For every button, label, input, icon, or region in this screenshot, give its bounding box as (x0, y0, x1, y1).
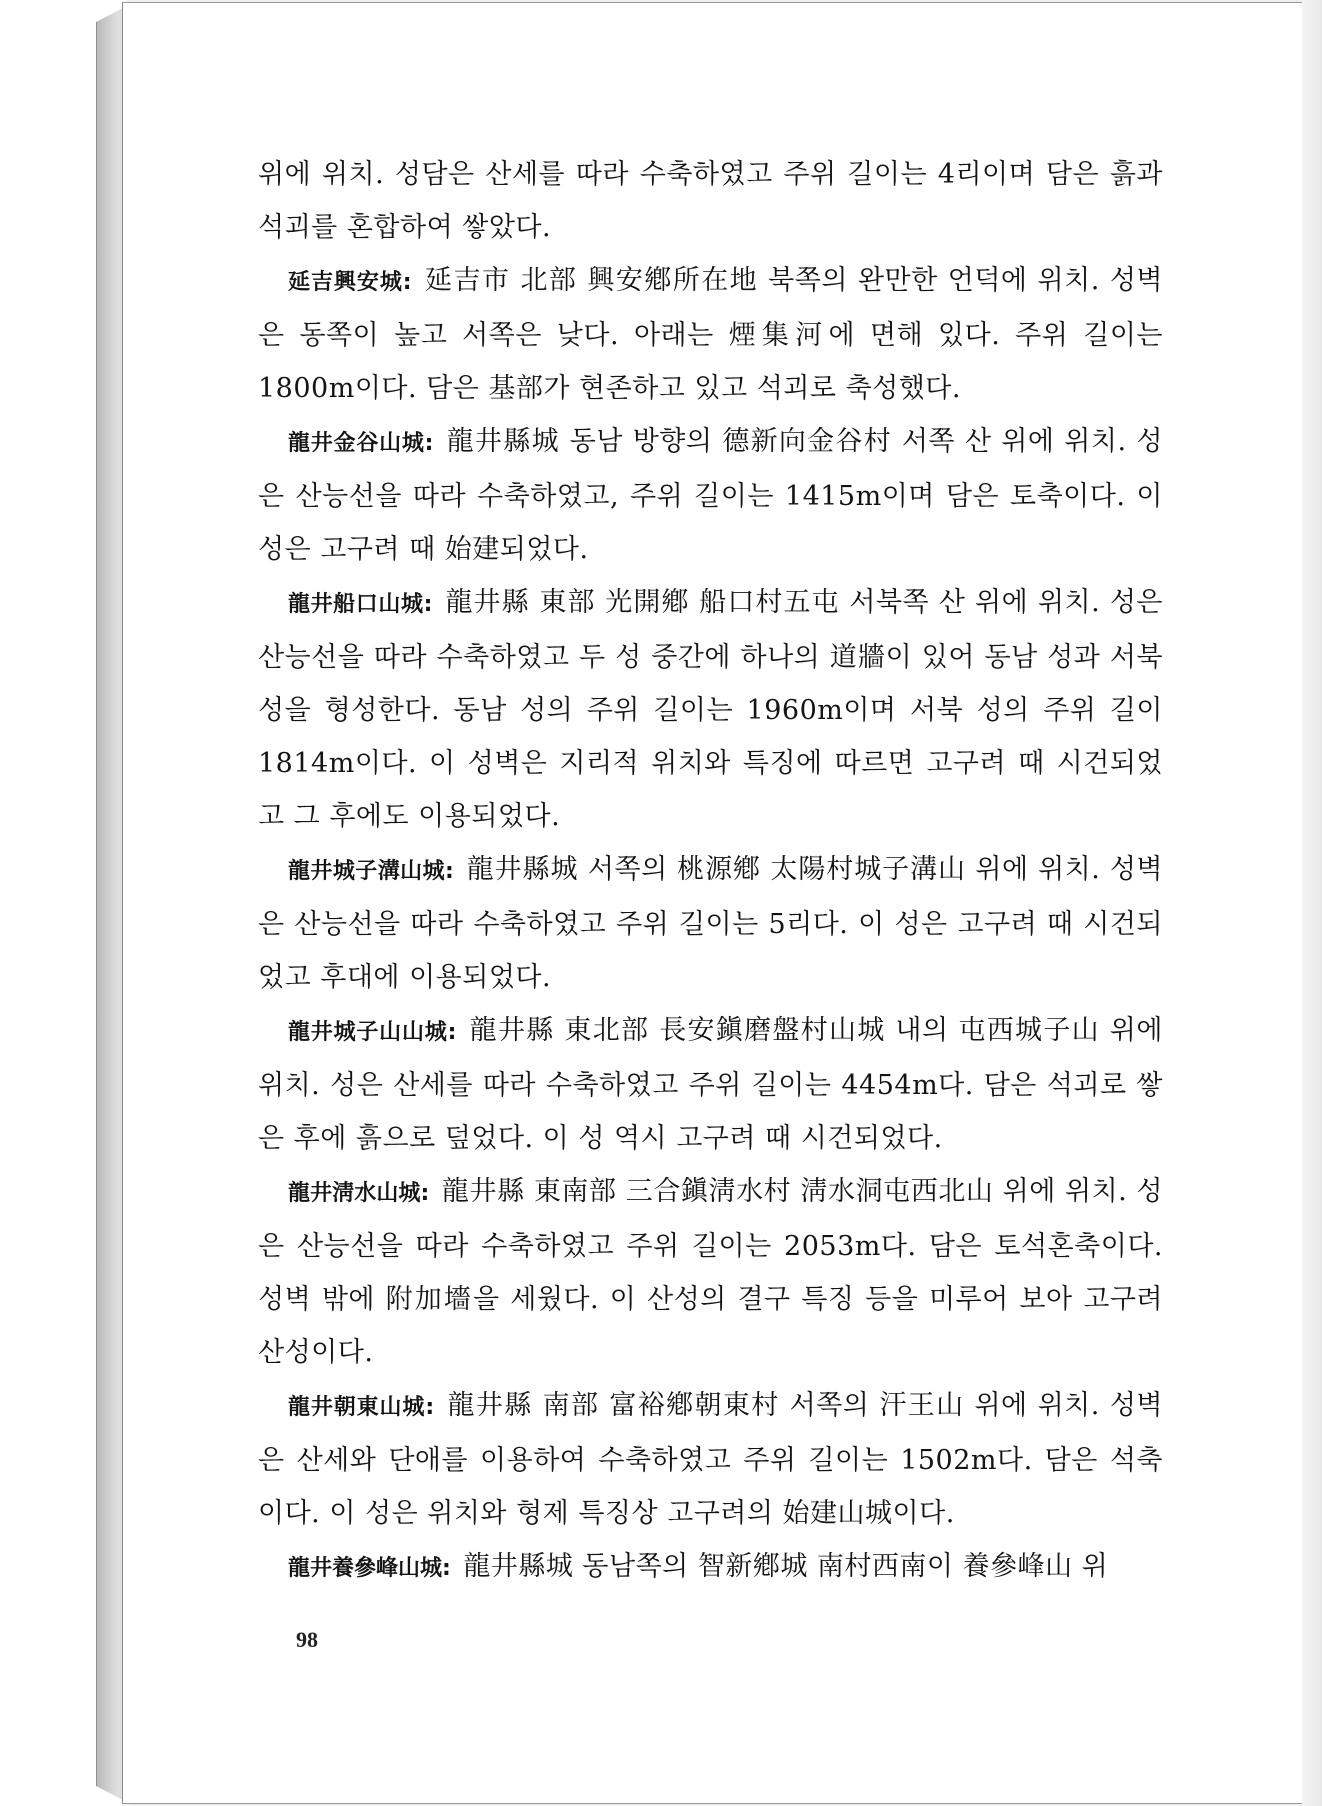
entry-term: 龍井淸水山城 (288, 1181, 421, 1206)
entry-colon: : (442, 1556, 452, 1581)
entry-text: 龍井縣 東南部 三合鎭淸水村 淸水洞屯西北山 위에 위치. 성은 산능선을 따라 수축하였고 주위 길이는 2053m다. 담은 토석혼축이다. 성벽 밖에 附加墻을 세웠다. 이 산성의 결구 특징 등을 미루어 보아 고구려 산성이다. (258, 1176, 1163, 1368)
entry-colon: : (444, 859, 455, 884)
entry-text: 龍井縣城 동남 방향의 德新向金谷村 서쪽 산 위에 위치. 성은 산능선을 따라 수축하였고, 주위 길이는 1415m이며 담은 토축이다. 이 성은 고구려 때 始建되었다. (258, 426, 1163, 565)
entry-term: 龍井城子山山城 (288, 1020, 448, 1045)
entry-term: 延吉興安城 (288, 270, 403, 295)
entry-colon: : (423, 592, 433, 617)
entry-term: 龍井朝東山城 (288, 1395, 426, 1420)
entry-longjing-qingshui (258, 1165, 1163, 1379)
entry-colon: : (420, 1181, 430, 1206)
entry-text: 延吉市 北部 興安鄕所在地 북쪽의 완만한 언덕에 위치. 성벽은 동쪽이 높고 서쪽은 낮다. 아래는 煙集河에 면해 있다. 주위 길이는 1800m이다. 담은 基部가 현존하고 있고 석괴로 축성했다. (258, 265, 1163, 404)
entry-text: 龍井縣 東北部 長安鎭磨盤村山城 내의 屯西城子山 위에 위치. 성은 산세를 따라 수축하였고 주위 길이는 4454m다. 담은 석괴로 쌓은 후에 흙으로 덮었다. 이 성 역시 고구려 때 시건되었다. (258, 1015, 1163, 1154)
entry-text: 龍井縣城 동남쪽의 智新鄕城 南村西南이 養參峰山 위 (463, 1551, 1109, 1582)
entry-longjing-jingu (258, 415, 1163, 576)
entry-longjing-chuankou (258, 576, 1163, 843)
entry-colon: : (425, 1395, 435, 1420)
entry-term: 龍井城子溝山城 (288, 859, 445, 884)
entry-text: 龍井縣 東部 光開鄕 船口村五屯 서북쪽 산 위에 위치. 성은 산능선을 따라 수축하였고 두 성 중간에 하나의 道牆이 있어 동남 성과 서북 성을 형성한다. 동남 성의 주위 길이는 1960m이며 서북 성의 주위 길이 1814m이다. 이 성벽은 지리적 위치와 특징에 따르면 고구려 때 시건되었고 그 후에도 이용되었다. (258, 587, 1163, 832)
page-body-text (258, 148, 1163, 1595)
page-number: 98 (296, 1627, 318, 1652)
book-spine-edge (96, 8, 123, 1800)
entry-text: 龍井縣城 서쪽의 桃源鄕 太陽村城子溝山 위에 위치. 성벽은 산능선을 따라 수축하였고 주위 길이는 5리다. 이 성은 고구려 때 시건되었고 후대에 이용되었다. (258, 854, 1163, 993)
page-right-margin (1302, 0, 1322, 1806)
entry-colon: : (424, 431, 434, 456)
entry-term: 龍井金谷山城 (288, 431, 425, 456)
entry-text: 龍井縣 南部 富裕鄕朝東村 서쪽의 汗王山 위에 위치. 성벽은 산세와 단애를 이용하여 수축하였고 주위 길이는 1502m다. 담은 석축이다. 이 성은 위치와 형제 특징상 고구려의 始建山城이다. (258, 1390, 1163, 1529)
entry-colon: : (447, 1020, 457, 1045)
entry-term: 龍井養參峰山城 (288, 1556, 443, 1581)
entry-longjing-yangshenfeng (258, 1540, 1163, 1595)
entry-longjing-chengzishan (258, 1004, 1163, 1165)
entry-longjing-chengzigou (258, 843, 1163, 1004)
entry-longjing-chaodong (258, 1379, 1163, 1540)
entry-colon: : (402, 270, 413, 295)
entry-term: 龍井船口山城 (288, 592, 424, 617)
opening-paragraph: 위에 위치. 성담은 산세를 따라 수축하였고 주위 길이는 4리이며 담은 흙과 석괴를 혼합하여 쌓았다. (258, 159, 1163, 243)
entry-yanji-xingan (258, 254, 1163, 415)
